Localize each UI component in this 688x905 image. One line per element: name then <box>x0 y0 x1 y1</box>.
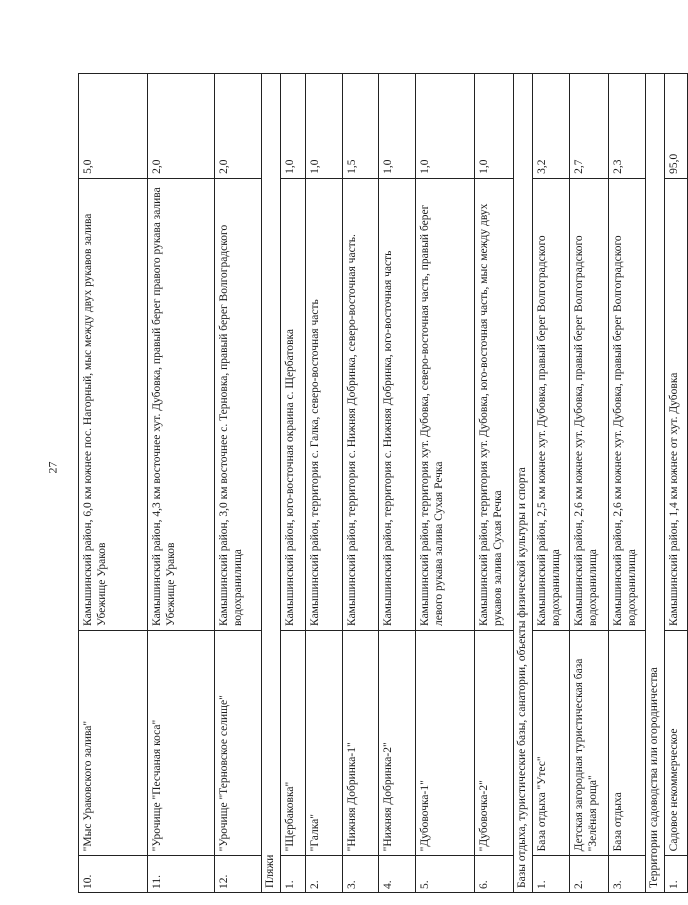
object-name: "Галка" <box>306 630 343 855</box>
object-area: 1,0 <box>306 74 343 179</box>
row-number: 12. <box>215 856 262 893</box>
row-number: 3. <box>343 856 379 893</box>
section-garden-title: Территории садоводства или огородничества <box>646 74 665 893</box>
object-name: "Нижняя Добринка-2" <box>379 630 416 855</box>
section-header-row <box>646 74 665 893</box>
object-location: Камышинский район, 2,6 км южнее хут. Дубовка, правый берег Волгоградского водохранилища <box>609 178 646 630</box>
table-row <box>379 74 416 893</box>
object-location: Камышинский район, 1,4 км южнее от хут. Дубовка <box>665 178 688 630</box>
row-number: 6. <box>475 856 514 893</box>
table-row <box>148 74 215 893</box>
object-area: 5,0 <box>79 74 148 179</box>
table-row <box>533 74 570 893</box>
object-name: "Щербаковка" <box>281 630 306 855</box>
section-tourism-title: Базы отдыха, туристические базы, санатории, объекты физической культуры и спорта <box>514 74 533 893</box>
object-area: 1,0 <box>379 74 416 179</box>
object-location: Камышинский район, 2,5 км южнее хут. Дубовка, правый берег Волгоградского водохранилища <box>533 178 570 630</box>
object-name: "Урочище "Терновское селище" <box>215 630 262 855</box>
row-number: 2. <box>306 856 343 893</box>
section-beaches-title: Пляжи <box>262 74 281 893</box>
row-number: 2. <box>570 856 609 893</box>
row-number: 1. <box>533 856 570 893</box>
object-location: Камышинский район, территория хут. Дубовка, юго-восточная часть, мыс между двух рукавов залива Сухая Речка <box>475 178 514 630</box>
table-row <box>215 74 262 893</box>
row-number: 3. <box>609 856 646 893</box>
table-row <box>609 74 646 893</box>
table-row <box>570 74 609 893</box>
object-area: 1,0 <box>281 74 306 179</box>
object-name: "Нижняя Добринка-1" <box>343 630 379 855</box>
object-name: База отдыха "Утес" <box>533 630 570 855</box>
row-number: 1. <box>281 856 306 893</box>
object-name: База отдыха <box>609 630 646 855</box>
object-area: 1,0 <box>475 74 514 179</box>
section-header-row <box>514 74 533 893</box>
object-location: Камышинский район, территория хут. Дубовка, северо-восточная часть, правый берег левого рукава залива Сухая Речка <box>416 178 475 630</box>
object-name: Садовое некоммерческое <box>665 630 688 855</box>
object-location: Камышинский район, 4,3 км восточнее хут. Дубовка, правый берег правого рукава залива Убежище Ураков <box>148 178 215 630</box>
object-location: Камышинский район, территория с. Галка, северо-восточная часть <box>306 178 343 630</box>
object-location: Камышинский район, территория с. Нижняя Добринка, юго-восточная часть <box>379 178 416 630</box>
table-row <box>475 74 514 893</box>
row-number: 4. <box>379 856 416 893</box>
object-area: 3,2 <box>533 74 570 179</box>
object-area: 1,0 <box>416 74 475 179</box>
table-row <box>281 74 306 893</box>
table-row <box>306 74 343 893</box>
object-area: 2,7 <box>570 74 609 179</box>
row-number: 11. <box>148 856 215 893</box>
row-number: 1. <box>665 856 688 893</box>
page-number: 27 <box>45 461 60 474</box>
object-name: "Дубовочка-1" <box>416 630 475 855</box>
object-area: 1,5 <box>343 74 379 179</box>
table-row <box>416 74 475 893</box>
row-number: 5. <box>416 856 475 893</box>
object-name: "Урочище "Песчаная коса" <box>148 630 215 855</box>
object-name: Детская загородная туристическая база "Зелёная роща" <box>570 630 609 855</box>
section-header-row <box>262 74 281 893</box>
table-row <box>665 74 688 893</box>
object-location: Камышинский район, 3,0 км восточнее с. Терновка, правый берег Волгоградского водохранилища <box>215 178 262 630</box>
row-number: 10. <box>79 856 148 893</box>
object-area: 2,0 <box>148 74 215 179</box>
object-location: Камышинский район, 2,6 км южнее хут. Дубовка, правый берег Волгоградского водохранилища <box>570 178 609 630</box>
table-row <box>79 74 148 893</box>
object-location: Камышинский район, территория с. Нижняя Добринка, северо-восточная часть. <box>343 178 379 630</box>
object-area: 2,0 <box>215 74 262 179</box>
object-area: 95,0 <box>665 74 688 179</box>
table-row <box>343 74 379 893</box>
rotated-table-container <box>78 73 680 893</box>
recreation-areas-table <box>78 73 688 893</box>
object-name: "Дубовочка-2" <box>475 630 514 855</box>
object-name: "Мыс Ураковского залива" <box>79 630 148 855</box>
object-area: 2,3 <box>609 74 646 179</box>
object-location: Камышинский район, 6,0 км южнее пос. Нагорный, мыс между двух рукавов залива Убежище Ураков <box>79 178 148 630</box>
object-location: Камышинский район, юго-восточная окраина с. Щербатовка <box>281 178 306 630</box>
